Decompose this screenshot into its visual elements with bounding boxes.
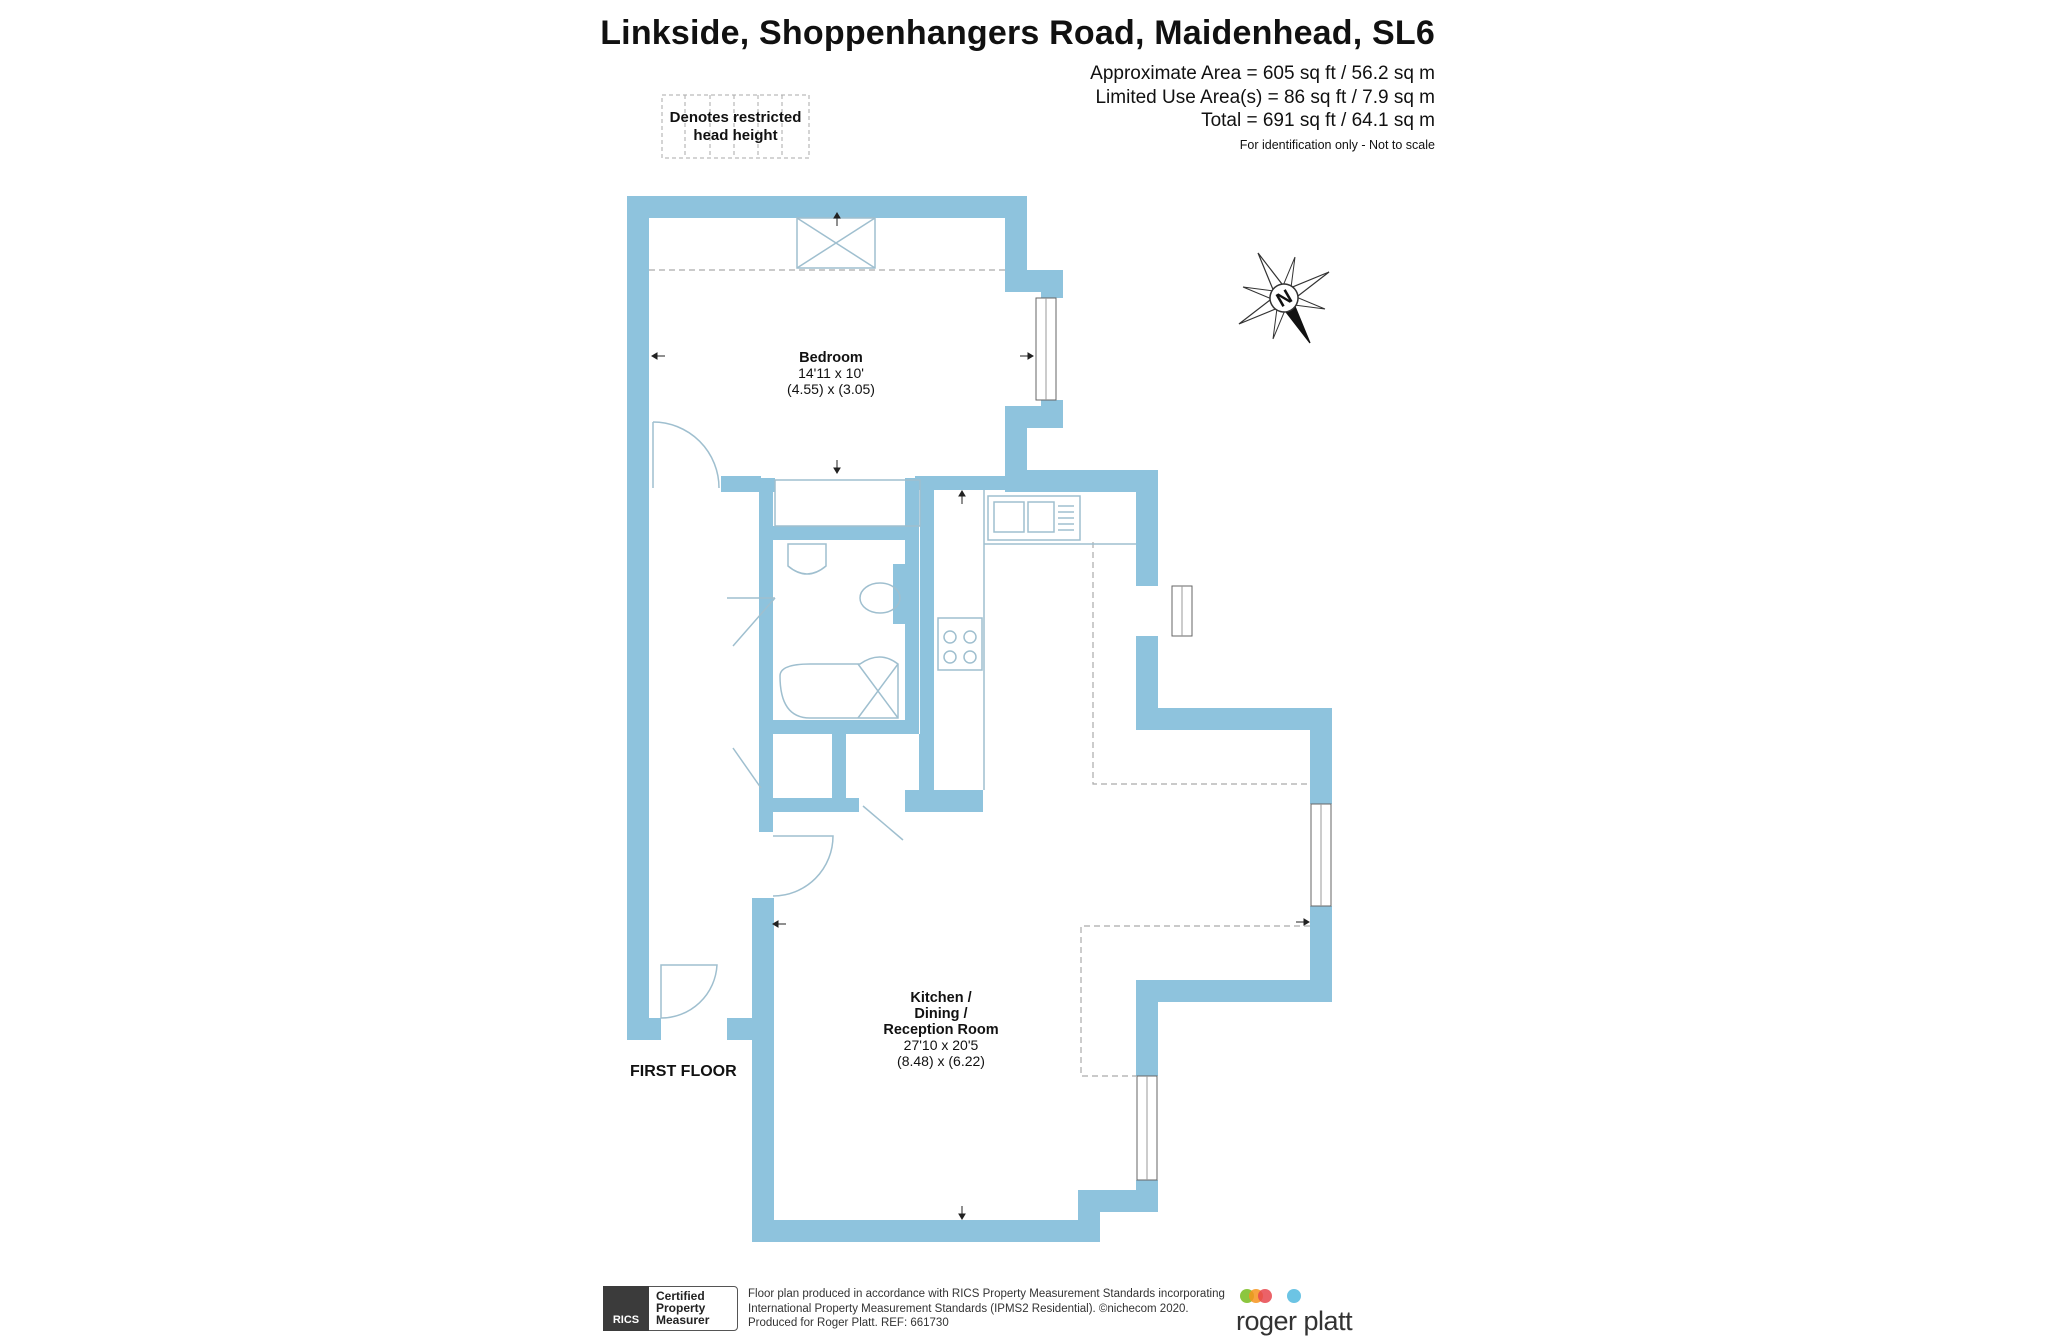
bedroom-name: Bedroom [799,350,863,366]
certified-measurer [656,1290,709,1326]
limited-use-area: Limited Use Area(s) = 86 sq ft / 7.9 sq m [1095,86,1435,108]
fixtures [775,480,1136,790]
compass-icon [1213,227,1355,369]
compass-north-label: N [1272,285,1297,313]
wall-corridor-end-left [627,1018,661,1040]
kitchen-name-line-1: Kitchen / [910,990,972,1006]
wall-cupboard-left [759,798,773,830]
windows [1036,298,1331,1180]
wall-kitchen-bay-bottom [1136,980,1332,1002]
kitchen-name-line-2: Dining / [914,1006,968,1022]
wall-bath-notch [893,564,919,624]
cert-line-1: Certified [656,1289,705,1303]
restricted-height-areas [649,270,1310,1076]
wall-bedroom-bottom-left [721,476,761,490]
wall-kitchen-right-3 [1136,980,1158,1076]
floor-label: FIRST FLOOR [630,1063,737,1080]
legend-line-2: head height [693,127,778,144]
rics-logo [603,1286,649,1331]
wall-bath-top [759,526,919,540]
wall-bath-bottom [759,720,919,734]
door-cupboard-right [863,806,903,840]
brand-name: roger platt [1236,1306,1353,1336]
restricted-area-kitchen-upper [1093,542,1310,784]
page-title: Linkside, Shoppenhangers Road, Maidenhead, SL6 [600,14,1435,52]
wall-kitchen-bay-top [1136,708,1332,730]
wall-kitchen-right-1b [1136,564,1158,586]
wall-bay-right-upper [1310,708,1332,804]
kitchen-size-imperial: 27'10 x 20'5 [903,1037,979,1053]
wall-cupboard-divider [832,734,846,812]
wall-corridor-end [727,1018,774,1040]
wall-kitchen-top [1005,470,1158,492]
footer-line-1: Floor plan produced in accordance with RICS Property Measurement Standards incorporating [748,1288,1225,1300]
bedroom-size-imperial: 14'11 x 10' [798,365,864,381]
skylight [797,218,875,268]
total-area: Total = 691 sq ft / 64.1 sq m [1201,110,1435,131]
wall-cupboard-right [919,734,933,812]
basin-icon [788,544,826,574]
identification-note: For identification only - Not to scale [1239,137,1435,152]
wall-bedroom-right-a [1041,270,1063,298]
wall-top [627,196,1027,218]
door-entrance [661,965,717,1018]
cert-line-2: Property [656,1301,706,1315]
legend-line-1: Denotes restricted [669,109,802,126]
footer-line-2: International Property Measurement Standards (IPMS2 Residential). ©nichecom 2020. [748,1302,1189,1315]
kitchen-name-line-3: Reception Room [883,1022,999,1038]
walls [627,196,1332,1242]
bedroom-size-metric: (4.55) x (3.05) [787,381,875,397]
wall-kitchen-inner-bottom [905,790,983,812]
wall-kitchen-left [752,898,774,1242]
rics-logo-text: RICS [612,1314,640,1326]
approximate-area: Approximate Area = 605 sq ft / 56.2 sq m [1090,63,1435,84]
footer-disclaimer [748,1287,1225,1331]
wall-bedroom-bottom-right [915,476,1015,490]
door-bedroom-swing [653,422,719,488]
kitchen-size-metric: (8.48) x (6.22) [897,1053,985,1069]
cert-line-3: Measurer [656,1313,710,1327]
wall-bedroom-right-lower [1005,406,1027,476]
wall-kitchen-bottom [752,1220,1100,1242]
footer-line-3: Produced for Roger Platt. REF: 661730 [748,1317,949,1329]
roger-platt-logo-dots [1240,1289,1301,1303]
door-cupboard-left [733,748,761,788]
wardrobe [775,480,920,526]
door-kitchen [773,836,833,896]
wall-left-outer [627,196,649,1038]
hob-icon [938,618,982,670]
